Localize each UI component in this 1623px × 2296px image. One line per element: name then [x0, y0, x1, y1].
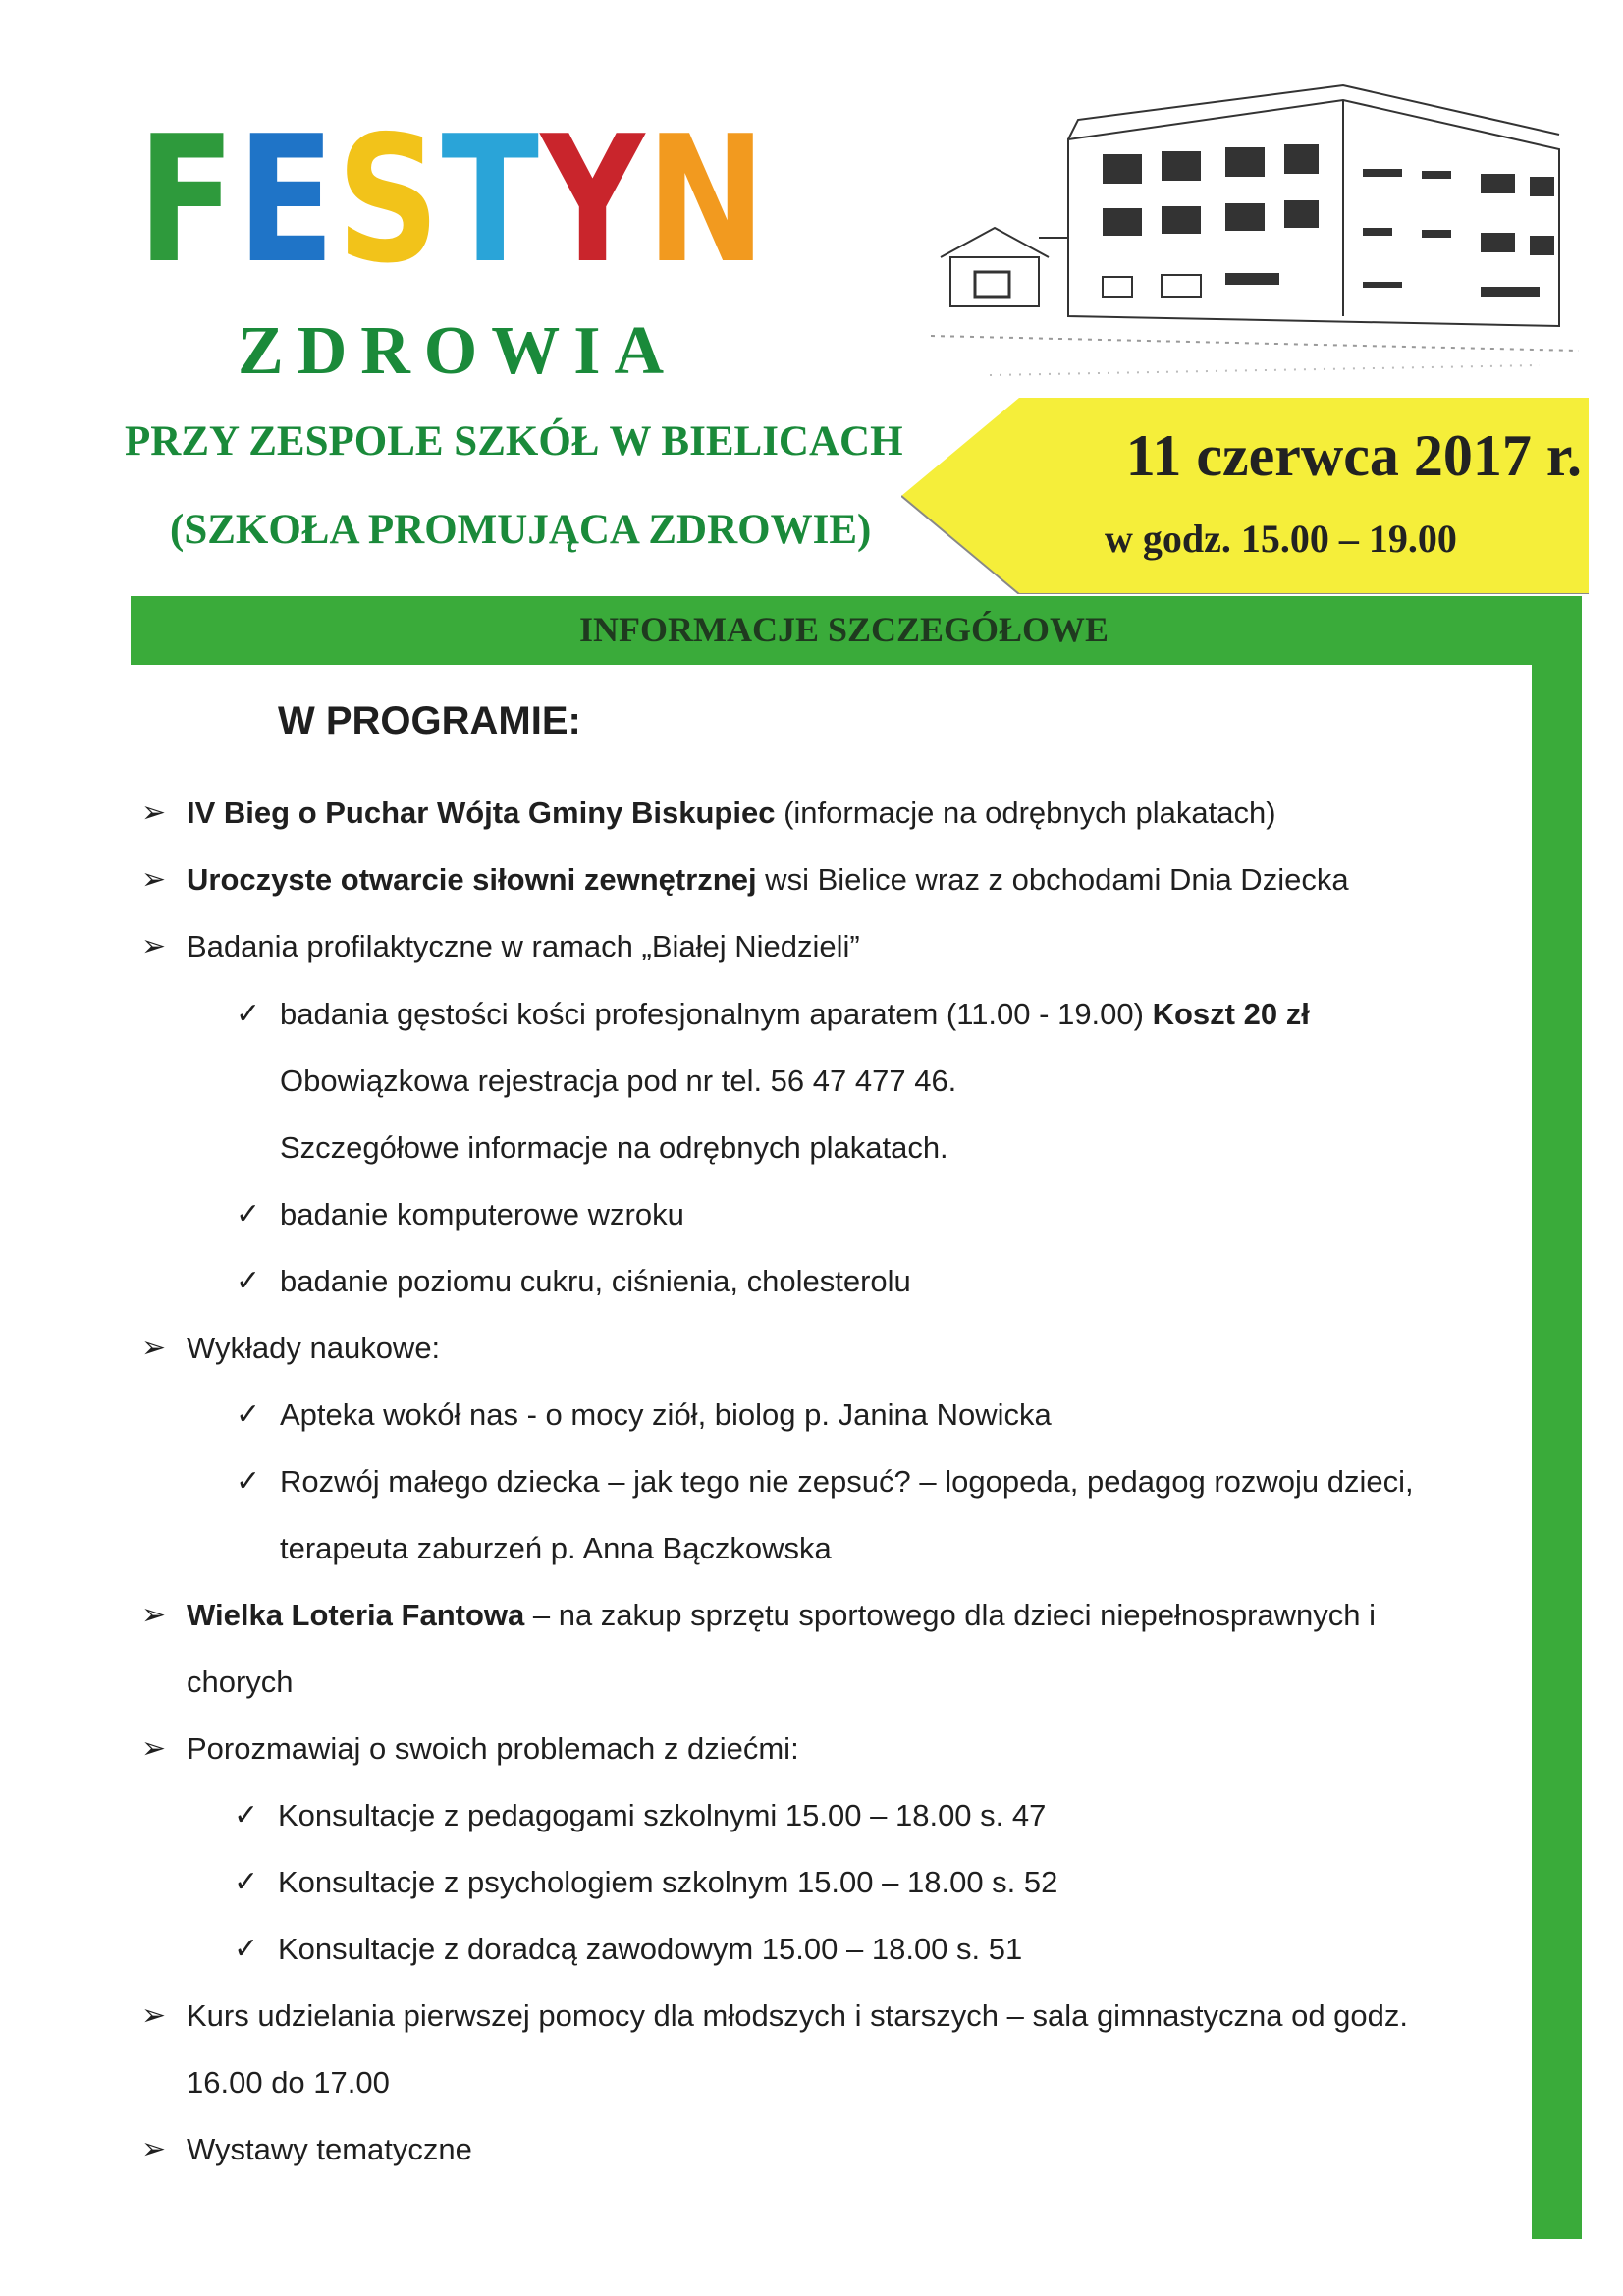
arrow-bullet-icon: ➢ [141, 1999, 167, 2032]
arrow-bullet-icon: ➢ [141, 2133, 167, 2165]
program-item: Wielka Loteria Fantowa – na zakup sprzętu sportowego dla dzieci niepełnosprawnych i [187, 1598, 1377, 1632]
event-time: w godz. 15.00 – 19.00 [1105, 517, 1457, 561]
checkmark-icon: ✓ [236, 1198, 261, 1230]
program-item: IV Bieg o Puchar Wójta Gminy Biskupiec (informacje na odrębnych plakatach) [187, 795, 1276, 830]
festyn-letter: E [237, 98, 337, 301]
arrow-bullet-icon: ➢ [141, 863, 167, 896]
program-subitem: Rozwój małego dziecka – jak tego nie zepsuć? – logopeda, pedagog rozwoju dzieci, [280, 1464, 1414, 1499]
green-side-bar [1532, 665, 1582, 2239]
checkmark-icon: ✓ [234, 1933, 259, 1965]
zdrowia-subtitle: ZDROWIA [238, 313, 678, 389]
checkmark-icon: ✓ [236, 1398, 261, 1431]
festyn-letter: N [646, 98, 768, 301]
program-subitem-line: Szczegółowe informacje na odrębnych plakatach. [280, 1130, 948, 1165]
program-subitem: Konsultacje z doradcą zawodowym 15.00 – 18.00 s. 51 [278, 1932, 1023, 1966]
arrow-bullet-icon: ➢ [141, 1332, 167, 1364]
program-item: Porozmawiaj o swoich problemach z dziećmi: [187, 1731, 799, 1766]
festyn-letter: T [441, 98, 541, 301]
festyn-title [137, 98, 768, 301]
school-motto-line: (SZKOŁA PROMUJĄCA ZDROWIE) [170, 507, 872, 553]
program-subitem: Apteka wokół nas - o mocy ziół, biolog p. Janina Nowicka [280, 1397, 1052, 1432]
arrow-bullet-icon: ➢ [141, 1732, 167, 1765]
program-subitem: badania gęstości kości profesjonalnym aparatem (11.00 - 19.00) Koszt 20 zł [280, 997, 1310, 1031]
program-item-line: chorych [187, 1665, 294, 1699]
program-subitem: badanie poziomu cukru, ciśnienia, cholesterolu [280, 1264, 911, 1298]
info-banner-label: INFORMACJE SZCZEGÓŁOWE [579, 610, 1109, 649]
program-subitem: badanie komputerowe wzroku [280, 1197, 684, 1231]
program-item: Badania profilaktyczne w ramach „Białej Niedzieli” [187, 929, 860, 963]
checkmark-icon: ✓ [236, 1465, 261, 1498]
event-date: 11 czerwca 2017 r. [1125, 423, 1582, 488]
festyn-letter: S [336, 98, 442, 301]
festyn-letter: F [137, 98, 238, 301]
program-item: Wystawy tematyczne [187, 2132, 472, 2166]
checkmark-icon: ✓ [234, 1799, 259, 1831]
arrow-bullet-icon: ➢ [141, 930, 167, 962]
program-item: Wykłady naukowe: [187, 1331, 441, 1365]
arrow-bullet-icon: ➢ [141, 1599, 167, 1631]
arrow-bullet-icon: ➢ [141, 796, 167, 829]
program-subitem-line: terapeuta zaburzeń p. Anna Bączkowska [280, 1531, 832, 1565]
program-subitem-line: Obowiązkowa rejestracja pod nr tel. 56 47 477 46. [280, 1064, 957, 1098]
checkmark-icon: ✓ [234, 1866, 259, 1898]
program-subitem: Konsultacje z pedagogami szkolnymi 15.00 – 18.00 s. 47 [278, 1798, 1047, 1832]
school-name-line: PRZY ZESPOLE SZKÓŁ W BIELICACH [125, 418, 903, 465]
program-heading: W PROGRAMIE: [278, 699, 581, 742]
checkmark-icon: ✓ [236, 998, 261, 1030]
checkmark-icon: ✓ [236, 1265, 261, 1297]
festyn-letter: Y [540, 98, 647, 301]
program-subitem: Konsultacje z psychologiem szkolnym 15.00 – 18.00 s. 52 [278, 1865, 1058, 1899]
program-item: Kurs udzielania pierwszej pomocy dla młodszych i starszych – sala gimnastyczna od godz. [187, 1998, 1409, 2033]
program-item-line: 16.00 do 17.00 [187, 2065, 390, 2100]
school-building-illustration [931, 81, 1579, 405]
program-item: Uroczyste otwarcie siłowni zewnętrznej wsi Bielice wraz z obchodami Dnia Dziecka [187, 862, 1349, 897]
